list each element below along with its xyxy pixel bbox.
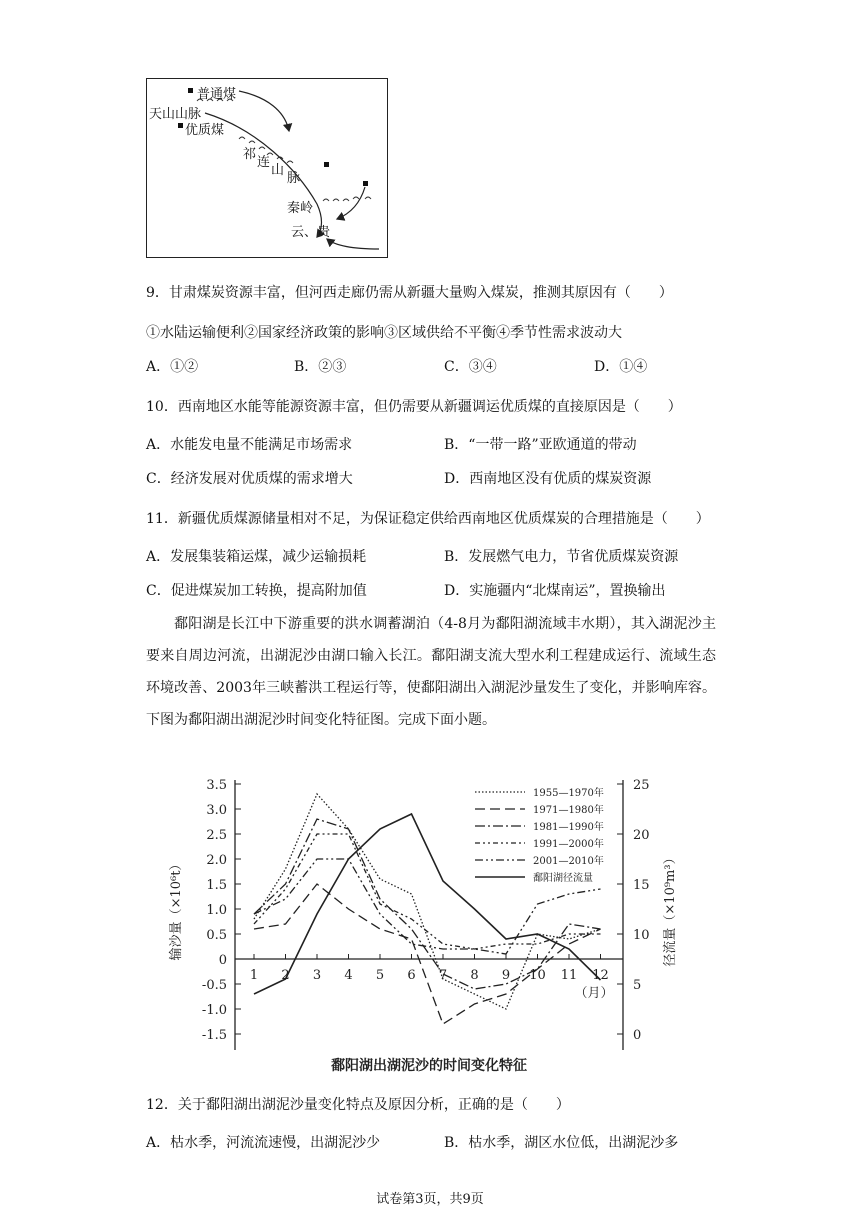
label-yungui: 云、贵 [291, 225, 331, 240]
ordinary-coal-arrow [239, 91, 289, 131]
q11-option-b[interactable]: B．发展燃气电力，节省优质煤炭资源 [444, 549, 679, 565]
label-qilian-3: 山 [271, 163, 285, 178]
ytick-label: -0.5 [201, 978, 227, 993]
ytick-label: -1.0 [201, 1003, 227, 1018]
q11-option-a[interactable]: A．发展集装箱运煤，减少运输损耗 [146, 549, 367, 565]
coal-point-ordinary [188, 88, 193, 93]
x-axis-unit: （月） [574, 986, 614, 1001]
q10-option-c[interactable]: C．经济发展对优质煤的需求增大 [146, 471, 353, 487]
xtick-label: 11 [560, 968, 578, 983]
q9-stem: 9．甘肃煤炭资源丰富，但河西走廊仍需从新疆大量购入煤炭，推测其原因有（ ） [146, 285, 673, 301]
legend-label-1: 1955—1970年 [533, 788, 604, 799]
coal-route-map [146, 78, 388, 258]
label-qilian-2: 连 [257, 155, 271, 170]
ytick-label: 0.5 [206, 928, 227, 943]
legend-label-6: 鄱阳湖径流量 [533, 873, 593, 884]
mountain-symbols [197, 99, 371, 201]
xtick-label: 2 [281, 968, 290, 983]
coal-point-quality [178, 123, 183, 128]
q10-option-b[interactable]: B．“一带一路”亚欧通道的带动 [444, 437, 637, 453]
xtick-label: 6 [407, 968, 416, 983]
q10-stem: 10．西南地区水能等能源资源丰富，但仍需要从新疆调运优质煤的直接原因是（ ） [146, 399, 682, 415]
ytick-label: 2.5 [206, 828, 227, 843]
page-footer: 试卷第3页，共9页 [376, 1192, 484, 1207]
y2tick-label: 0 [633, 1028, 642, 1043]
xtick-label: 3 [312, 968, 322, 983]
y-axis-title: 输沙量（×10⁶t） [169, 857, 184, 961]
ytick-label: 0 [218, 953, 227, 968]
legend-label-2: 1971—1980年 [533, 805, 604, 816]
ytick-label: -1.5 [201, 1028, 227, 1043]
ytick-label: 3.5 [206, 778, 227, 793]
xtick-label: 1 [249, 968, 259, 983]
label-qilian-4: 脉 [287, 171, 301, 186]
label-ordinary-coal: 普通煤 [197, 87, 237, 102]
label-qilian-1: 祁 [243, 147, 257, 162]
xtick-label: 8 [470, 968, 479, 983]
xtick-label: 9 [501, 968, 511, 983]
label-qinling: 秦岭 [287, 201, 314, 216]
legend-label-3: 1981—1990年 [533, 822, 604, 833]
q12-stem: 12．关于鄱阳湖出湖泥沙量变化特点及原因分析，正确的是（ ） [146, 1097, 570, 1113]
q9-option-c[interactable]: C．③④ [444, 359, 497, 375]
xtick-label: 5 [375, 968, 385, 983]
ytick-label: 2.0 [206, 853, 227, 868]
y2-axis-title: 径流量（×10⁹m³） [663, 851, 678, 967]
ytick-label: 3.0 [206, 803, 227, 818]
sediment-chart [160, 764, 690, 1078]
east-coal-arrow [337, 187, 365, 219]
y2tick-label: 10 [633, 928, 650, 943]
q9-option-b[interactable]: B．②③ [294, 359, 347, 375]
ytick-label: 1.5 [206, 878, 227, 893]
q9-statements: ①水陆运输便利②国家经济政策的影响③区域供给不平衡④季节性需求波动大 [146, 325, 622, 341]
legend-label-5: 2001—2010年 [533, 856, 604, 867]
legend-label-4: 1991—2000年 [533, 839, 604, 850]
y2tick-label: 15 [633, 878, 650, 893]
ytick-label: 1.0 [206, 903, 227, 918]
q9-option-d[interactable]: D．①④ [594, 359, 648, 375]
xtick-label: 12 [592, 968, 609, 983]
y2tick-label: 25 [633, 778, 650, 793]
label-quality-coal: 优质煤 [185, 123, 225, 138]
xtick-label: 10 [529, 968, 546, 983]
xtick-label: 7 [438, 968, 448, 983]
q12-option-b[interactable]: B．枯水季，湖区水位低，出湖泥沙多 [444, 1135, 679, 1151]
q11-stem: 11．新疆优质煤源储量相对不足，为保证稳定供给西南地区优质煤炭的合理措施是（ ） [146, 511, 710, 527]
q11-option-d[interactable]: D．实施疆内“北煤南运”，置换输出 [444, 583, 666, 599]
y2tick-label: 20 [633, 828, 650, 843]
coal-point-qilian [324, 162, 329, 167]
passage-text: 鄱阳湖是长江中下游重要的洪水调蓄湖泊（4-8月为鄱阳湖流域丰水期），其入湖泥沙主要来自周边河流，出湖泥沙由湖口输入长江。鄱阳湖支流大型水利工程建成运行、流域生态环境改善、2003年三峡蓄洪工程运行等，使鄱阳湖出入湖泥沙量发生了变化，并影响库容。下图为鄱阳湖出湖泥沙时间变化特征图。完成下面小题。 [146, 616, 716, 728]
q9-option-a[interactable]: A．①② [146, 359, 199, 375]
q12-option-a[interactable]: A．枯水季，河流流速慢，出湖泥沙少 [146, 1135, 381, 1151]
south-route-arrow [327, 239, 379, 249]
coal-point-east [363, 181, 368, 186]
series-line-2 [254, 884, 601, 1024]
xtick-label: 4 [344, 968, 353, 983]
chart-title: 鄱阳湖出湖泥沙的时间变化特征 [331, 1058, 527, 1074]
q10-option-d[interactable]: D．西南地区没有优质的煤炭资源 [444, 471, 652, 487]
q10-option-a[interactable]: A．水能发电量不能满足市场需求 [146, 437, 353, 453]
series-line-4 [254, 834, 601, 949]
y2tick-label: 5 [633, 978, 642, 993]
q11-option-c[interactable]: C．促进煤炭加工转换，提高附加值 [146, 583, 367, 599]
label-tianshan: 天山山脉 [149, 107, 202, 122]
